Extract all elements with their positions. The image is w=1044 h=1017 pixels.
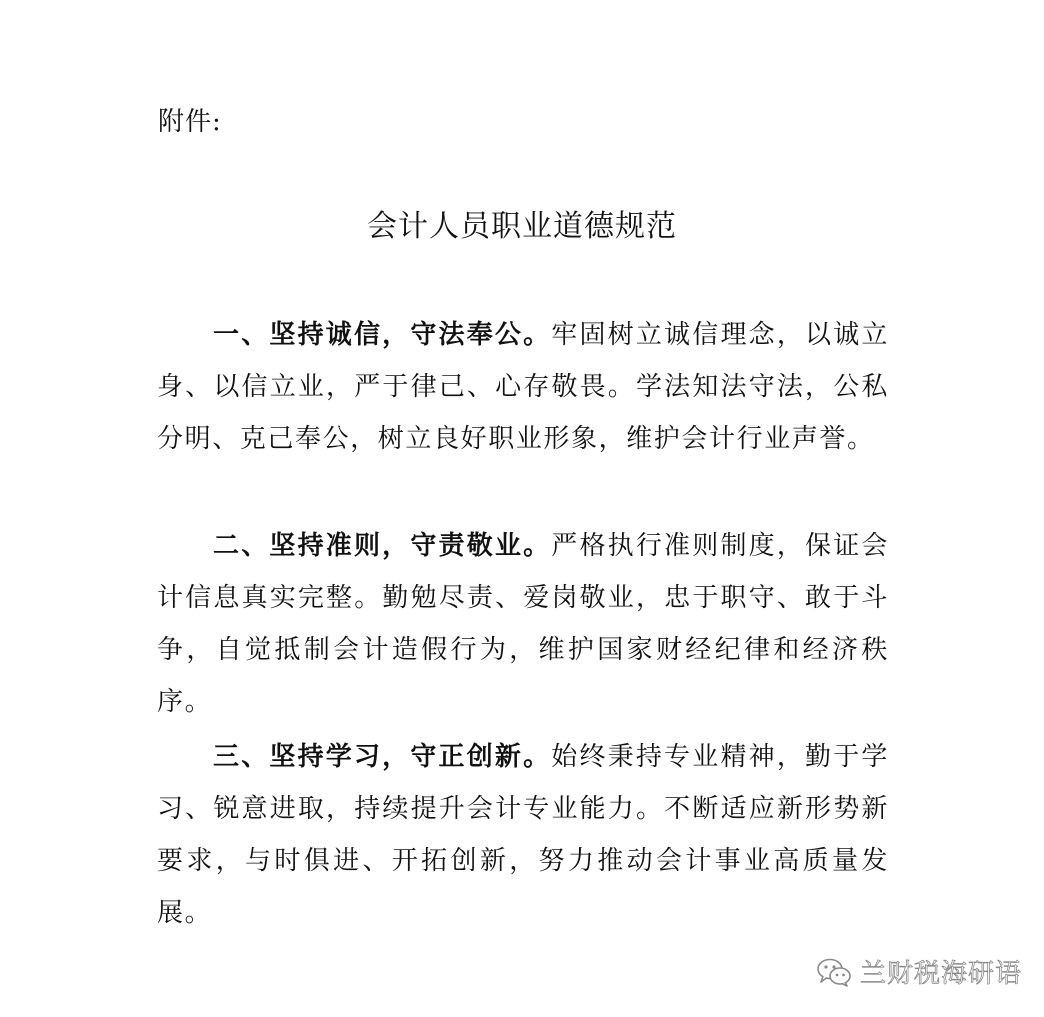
watermark — [816, 953, 1022, 990]
section-heading-3: 三、坚持学习，守正创新。 — [213, 742, 552, 772]
section-body-3: 始终秉持专业精神，勤于学习、锐意进取，持续提升会计专业能力。不断适应新形势新要求，与时俱进、开拓创新，努力推动会计事业高质量发展。 — [157, 742, 889, 928]
section-paragraph-2 — [157, 520, 889, 728]
document-title: 会计人员职业道德规范 — [367, 209, 677, 244]
section-heading-2: 二、坚持准则，守责敬业。 — [213, 531, 552, 561]
section-paragraph-3 — [157, 731, 889, 939]
wechat-icon — [816, 957, 852, 987]
attachment-label: 附件: — [158, 107, 222, 137]
section-heading-1: 一、坚持诚信，守法奉公。 — [213, 320, 552, 350]
section-body-1: 牢固树立诚信理念，以诚立身、以信立业，严于律己、心存敬畏。学法知法守法，公私分明、克己奉公，树立良好职业形象，维护会计行业声誉。 — [157, 320, 889, 454]
section-paragraph-1 — [157, 309, 889, 465]
watermark-text: 兰财税海研语 — [860, 959, 1023, 989]
section-body-2: 严格执行准则制度，保证会计信息真实完整。勤勉尽责、爱岗敬业，忠于职守、敢于斗争，自觉抵制会计造假行为，维护国家财经纪律和经济秩序。 — [157, 531, 889, 717]
